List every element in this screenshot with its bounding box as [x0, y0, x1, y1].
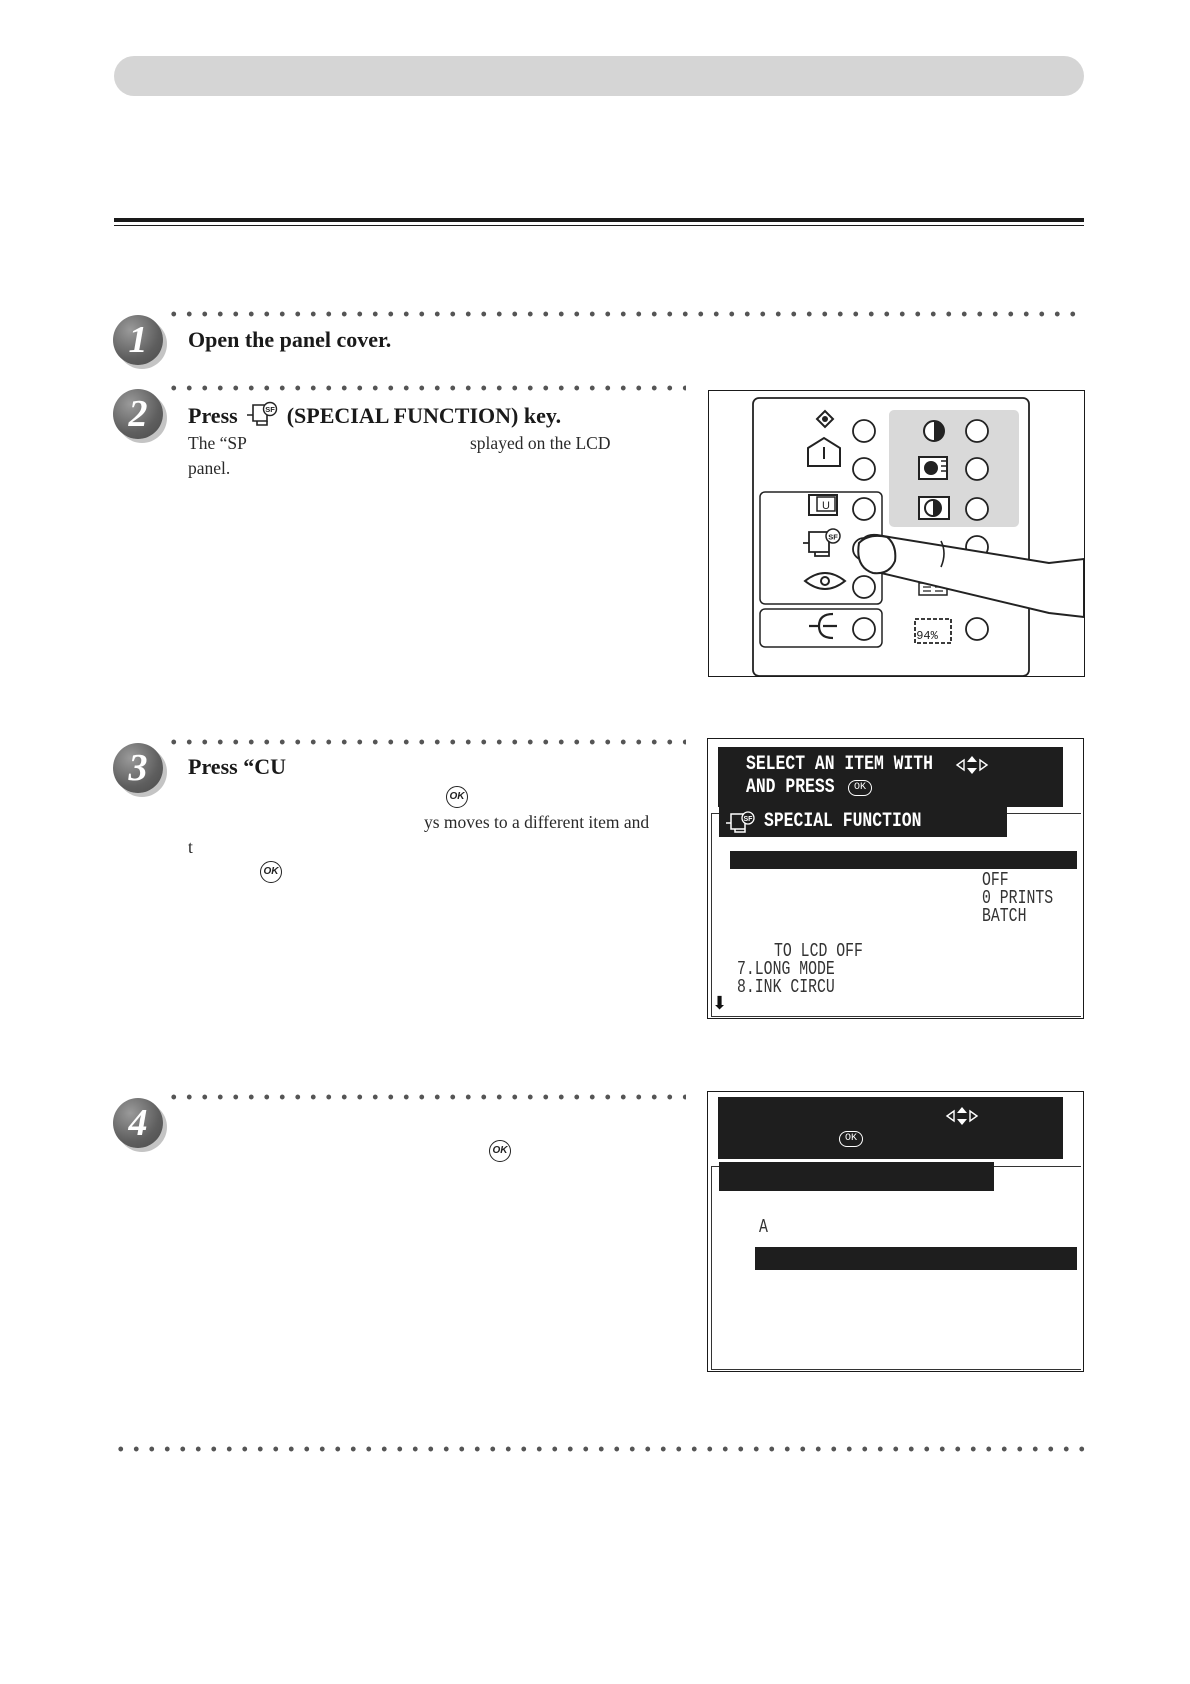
step-3-body-line2: ys moves to a different item and [424, 812, 650, 832]
arrow-keys-icon [955, 755, 989, 775]
lcd-item-7: 7.LONG MODE [737, 958, 835, 980]
svg-text:SF: SF [743, 816, 753, 823]
special-function-icon [245, 401, 279, 427]
arrow-keys-icon [945, 1106, 979, 1126]
panel-button [853, 458, 875, 480]
ok-key-icon: OK [260, 861, 282, 883]
image-mode-icon [919, 457, 947, 479]
step-divider [166, 385, 686, 391]
lcd-selection-bar [755, 1247, 1077, 1270]
panel-button [853, 498, 875, 520]
panel-button [853, 576, 875, 598]
lcd-item-8: 8.INK CIRCU [737, 976, 835, 998]
step-1-title: Open the panel cover. [188, 327, 392, 352]
lcd-selection-bar [730, 851, 1077, 869]
panel-button [853, 420, 875, 442]
contrast-icon [924, 421, 944, 441]
ok-key-icon: OK [446, 786, 468, 808]
lcd-value-off: OFF [982, 869, 1009, 891]
lcd-screen-special-function [707, 738, 1084, 1019]
lcd-instruction-header [718, 1097, 1063, 1159]
step-2-body-part1: The “SP [188, 433, 247, 453]
lcd-instruction-header [718, 747, 1063, 807]
step-number-badge: 2 [113, 389, 163, 439]
panel-button [853, 618, 875, 640]
panel-button [966, 618, 988, 640]
lcd-header-line1: SELECT AN ITEM WITH [746, 753, 933, 776]
panel-button [966, 498, 988, 520]
lcd-title-bar [719, 807, 1007, 837]
lcd-item-a: A [759, 1216, 768, 1238]
step-2-title-suffix: (SPECIAL FUNCTION) key. [286, 403, 562, 428]
lcd-item-lcd-off: TO LCD OFF [774, 940, 863, 962]
scroll-down-arrow-icon: ⬇ [712, 993, 728, 1014]
step-divider [166, 1094, 686, 1100]
step-divider [166, 739, 686, 745]
page-header-band [114, 56, 1084, 96]
ok-key-icon: OK [489, 1140, 511, 1162]
step-3-title: Press “CU [188, 754, 286, 779]
step-2-title-prefix: Press [188, 403, 238, 428]
control-panel-illustration [708, 390, 1085, 677]
step-number-badge: 4 [113, 1098, 163, 1148]
svg-text:SF: SF [265, 405, 275, 414]
ok-key-icon: OK [848, 780, 872, 796]
step-number-badge: 3 [113, 743, 163, 793]
ratio-label: 94% [916, 629, 938, 643]
section-end-divider [113, 1446, 1085, 1452]
panel-button [966, 458, 988, 480]
lcd-screen-step-4 [707, 1091, 1084, 1372]
step-2-body-part2: splayed on the LCD [470, 433, 611, 453]
special-function-icon [725, 811, 757, 833]
ok-key-icon: OK [839, 1131, 863, 1147]
svg-text:SF: SF [828, 532, 838, 542]
step-2-body-line2: panel. [188, 458, 231, 478]
section-rule [114, 218, 1084, 222]
lcd-title: SPECIAL FUNCTION [764, 810, 922, 833]
lcd-title-bar [719, 1162, 994, 1191]
step-divider [166, 311, 1084, 317]
halftone-icon [919, 497, 949, 519]
step-3-body-line3: t [188, 837, 193, 857]
panel-button [966, 420, 988, 442]
step-2-title [188, 401, 561, 429]
step-number-badge: 1 [113, 315, 163, 365]
lcd-value-batch: BATCH [982, 905, 1027, 927]
section-rule-thin [114, 225, 1084, 226]
lcd-header-line2: AND PRESS [746, 776, 835, 799]
lcd-value-prints: 0 PRINTS [982, 887, 1054, 909]
control-panel-drawing [709, 391, 1084, 676]
svg-text:U: U [822, 500, 830, 512]
